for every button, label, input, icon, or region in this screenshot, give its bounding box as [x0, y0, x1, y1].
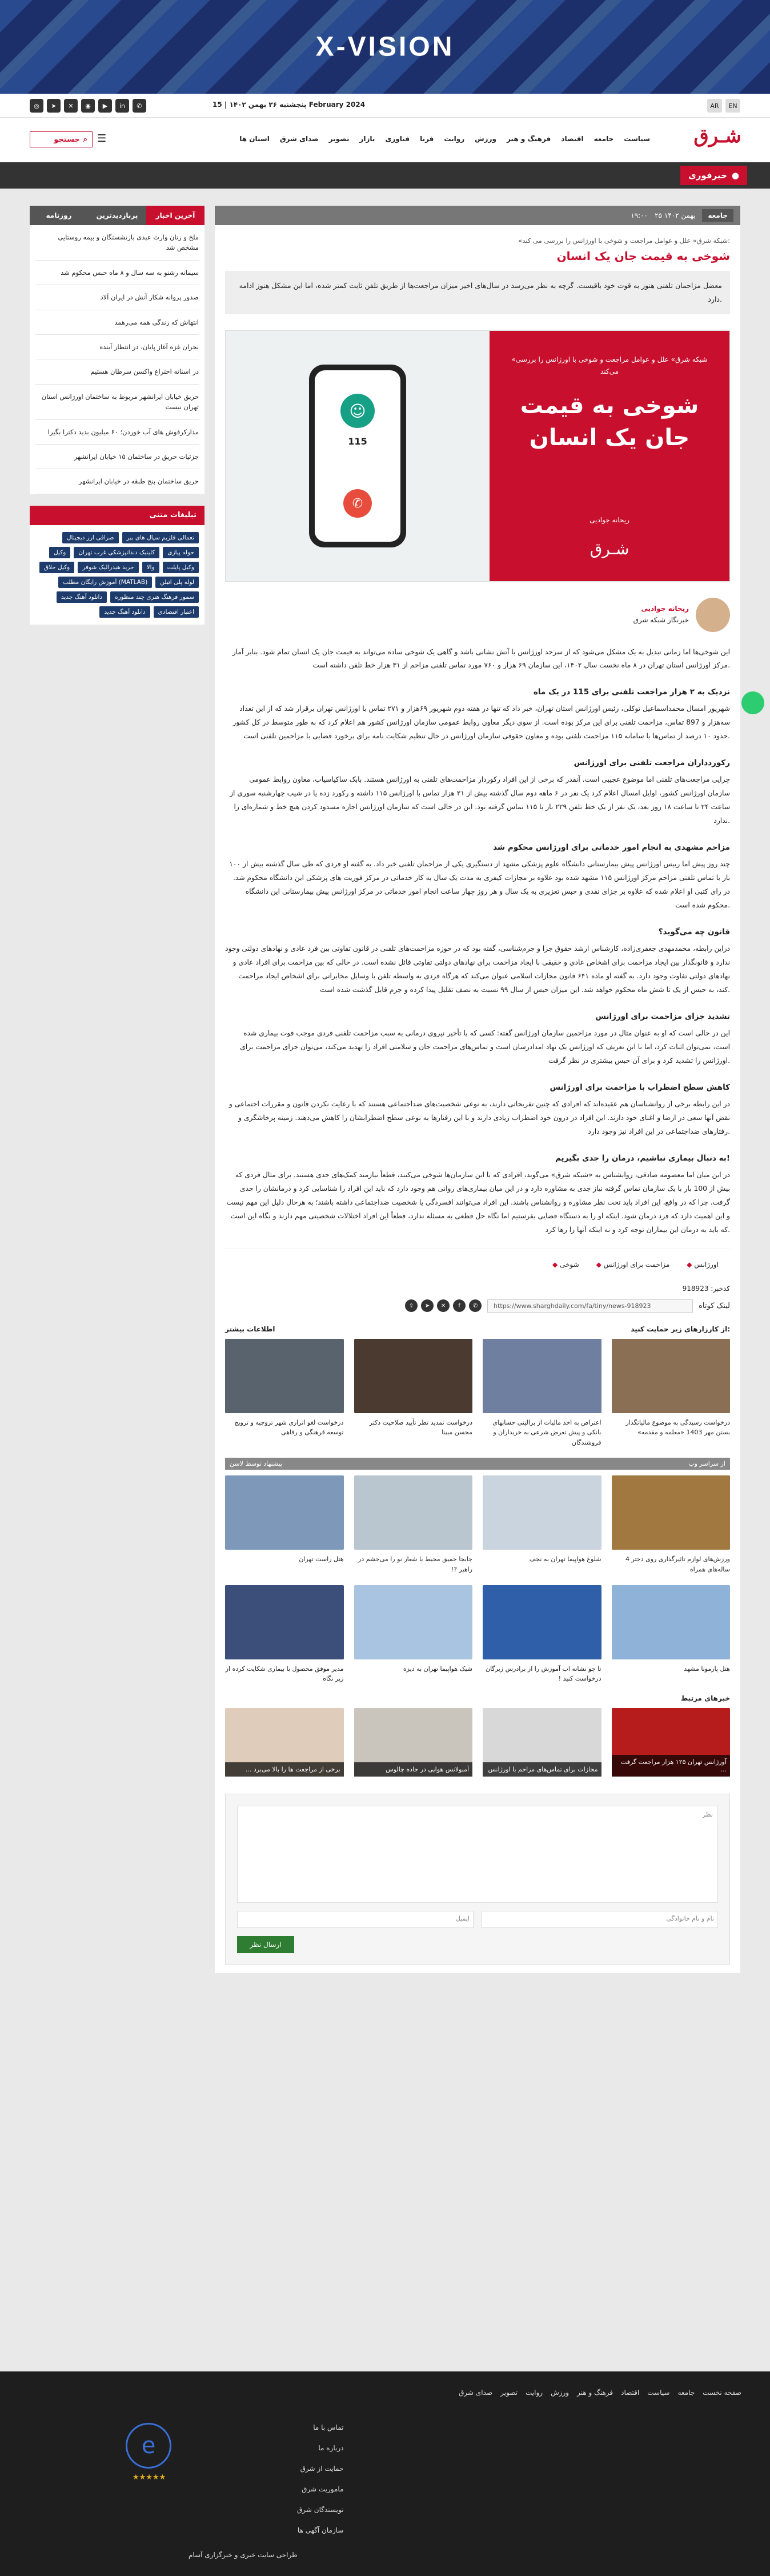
telegram-icon[interactable]: ➤: [421, 1299, 434, 1312]
list-item[interactable]: در اسنانه احتراع واکسن سرطان هستیم: [35, 359, 199, 384]
footer-link[interactable]: حمایت از شرق: [300, 2465, 344, 2473]
related-text: مجازات برای تماس‌های مزاحم با اورژانس: [483, 1762, 601, 1777]
section-heading: قانون چه می‌گوید؟: [658, 927, 730, 937]
sponsored-text: هتل پارمونا مشهد: [684, 1665, 730, 1673]
footer-link[interactable]: ماموریت شرق: [302, 2485, 344, 2493]
short-link-label: لینک کوتاه: [699, 1301, 730, 1310]
article-tags: [225, 1249, 730, 1280]
top-bar: [0, 94, 770, 118]
list-item[interactable]: سیمانه رشنو به سه سال و ۸ ماه حبس محکوم شد: [35, 261, 199, 285]
whatsapp-icon[interactable]: ✆: [469, 1299, 482, 1312]
search-label: جستجو: [54, 135, 80, 144]
tag-link[interactable]: ◆ اورژانس: [687, 1261, 719, 1269]
enamad-badge-icon[interactable]: e: [126, 2423, 171, 2469]
sponsored-text: شیک هواپیما تهران به دیزه: [403, 1665, 472, 1673]
campaign-more[interactable]: اطلاعات بیشتر: [225, 1325, 275, 1333]
ad-tag[interactable]: صرافی ارز دیجیتال: [62, 532, 119, 543]
hero-kicker: «شبکه شرق» علل و عوامل مراجعت و شوخی با اورژانس را بررسی می‌کند: [511, 355, 708, 376]
paragraph: شهریور امسال محمداسماعیل توکلی، رئیس اورژانس استان تهران، خبر داد که تنها در هفته دوم شهریور ۶۹هزار و ۲۷۱ تماس با اورژانس تهران برقرار شد که از این تعداد سه‌هزار و 897 تماس، مزاحمت تلفنی برای این مرکز بوده است. از سوی دیگر معاون روابط عمومی سازمان اورژانس کشور هم اعلام کرد که به طور متوسط در کل کشور حدود ۱۰ درصد از تماس‌ها با سامانه ۱۱۵ مزاحمت تلفنی بوده و معاون حقوقی سازمان اورژانس در حال تنظیم شکایت نامه برای برخورد قضایی با مزاحمین تلفنی است.: [232, 705, 730, 741]
related-grid: [225, 1708, 730, 1777]
nav-item[interactable]: بازار: [359, 135, 375, 143]
sponsored-text: مدیر موفق محصول با بیماری شکایت کرده از زیر نگاه: [225, 1665, 344, 1683]
hangup-icon: ✆: [343, 489, 372, 518]
sponsored-grid: [225, 1475, 730, 1683]
comment-textarea[interactable]: نظر: [237, 1806, 718, 1903]
sponsored-card[interactable]: [612, 1475, 731, 1574]
text-ads: [30, 525, 204, 625]
sponsored-text: شلوغ هواپیما تهران به نجف: [529, 1555, 601, 1563]
campaign-card[interactable]: [354, 1339, 473, 1448]
main-nav: [239, 135, 650, 143]
related-text: برخی از مراجعت ها را بالا می‌برد ...: [225, 1762, 344, 1777]
campaign-header: [225, 1325, 730, 1333]
section-heading: تشدید جزای مزاحمت برای اورژانس: [595, 1011, 730, 1021]
nav-item[interactable]: ورزش: [475, 135, 496, 143]
section-heading: مزاحم مشهدی به انجام امور خدماتی برای اورژانس محکوم شد: [493, 843, 730, 853]
tag-link[interactable]: ◆ مزاحمت برای اورژانس: [596, 1261, 670, 1269]
top-ad-banner[interactable]: [0, 0, 770, 94]
instagram-icon[interactable]: ◎: [30, 99, 43, 113]
whatsapp-icon[interactable]: ✆: [133, 99, 146, 113]
share-buttons: [405, 1299, 482, 1312]
breadcrumb: [215, 206, 740, 225]
article-body: [225, 646, 730, 1237]
list-item[interactable]: حریق ساختمان پنج طبقه در خیابان ایرانشهر: [35, 469, 199, 494]
nav-item[interactable]: تصویر: [328, 135, 350, 143]
article-card: [215, 225, 740, 1973]
related-text: آورژانس تهران ۱۲۵ هزار مراجعت گرفت ...: [612, 1755, 731, 1777]
ad-tag[interactable]: لوله پلی اتیلن: [155, 577, 199, 588]
breaking-tag[interactable]: [680, 166, 747, 185]
lang-en[interactable]: EN: [725, 99, 740, 113]
footer-nav-item[interactable]: ورزش: [551, 2389, 570, 2397]
lang-ar[interactable]: AR: [707, 99, 722, 113]
facebook-icon[interactable]: f: [453, 1299, 466, 1312]
comment-fields: [237, 1911, 718, 1928]
list-item[interactable]: ملخ و زنان وارث عبدی بازنشستگان و بیمه روستایی مشخص شد: [35, 225, 199, 261]
sponsored-image: [225, 1475, 344, 1550]
nav-item[interactable]: صدای شرق: [279, 135, 319, 143]
ad-tag[interactable]: والا: [142, 562, 159, 573]
tab-newspaper[interactable]: روزنامه: [30, 206, 88, 225]
sponsored-card[interactable]: [225, 1585, 344, 1684]
paragraph: در این رابطه برخی از روانشناسان هم عقیده‌اند که افرادی که چنین تفریحاتی دارند، به نوعی شخصیت‌های ضداجتماعی هستند که با رعایت نکردن قانون و مقررات اجتماعی و نقض آنها سعی در ارضا و اغنای خود دارند. این افراد در درون خود اضطراب زیادی دارند و با این رفتارها به نوعی سطح اضطرابشان را کاهش می‌دهند. زمینه پرخاشگری و رفتارهای ضداجتماعی در این افراد نیز وجود دارد.: [228, 1099, 730, 1135]
short-link-field[interactable]: https://www.sharghdaily.com/fa/tiny/news-918923: [487, 1299, 693, 1313]
text-ads-title: تبلیغات متنی: [30, 506, 204, 525]
footer-nav-item[interactable]: تصویر: [500, 2389, 518, 2397]
paragraph: در این میان اما معصومه صادقی، روانشناس به «شبکه شرق» می‌گوید، افرادی که با این سازمان‌ها شوخی می‌کنند، قطعاً نیازمند کمک‌های جدی هستند. برای مثال فردی که بیش از 100 بار با یک سازمان تماس گرفته نیاز جدی به مشاوره دارد و در این میان بیماری‌های روانی هم وجود دارد که باید این افراد را شناسایی کرد و درمانشان را جدی گرفت. چرا که در واقع، این افراد باید تحت نظر مشاوره و روانشناس باشند. این افراد می‌توانند افسردگی یا شخصیت ضداجتماعی داشته باشند؛ به هرحال دلیل این مهم نیست و این اهمیت دارد که فرد درمان شود. اینکه او را به دستگاه قضایی بفرستیم اما نگاه حل قطعی به مسئله ندارد، قطعاً این افراد اختلالات شخصیتی مهم دارند و نگاه این است که باید به درمان این بیماران توجه کرد و نه اینکه آنها را رها کرد.: [226, 1170, 730, 1234]
footer-link[interactable]: تماس با ما: [313, 2423, 344, 2431]
sponsored-card[interactable]: [354, 1585, 473, 1684]
list-item[interactable]: انتهاش که زندگی همه می‌رهمد: [35, 310, 199, 335]
related-title: خبرهای مرتبط: [680, 1694, 730, 1702]
sponsored-text: تا چو نشانه اب آموزش را از برادرس زبرگان درخواست کنید !: [485, 1665, 601, 1683]
nav-item[interactable]: فرنا: [420, 135, 434, 143]
campaign-text: درخواست رسیدگی به موضوع مالیاتگذار بستن مهر 1403 «معلمه و مقدمه»: [625, 1418, 730, 1437]
floating-action-button[interactable]: [741, 691, 764, 714]
nav-item[interactable]: فرهنگ و هنر: [506, 135, 551, 143]
ad-tag[interactable]: دانلود آهنگ جدید: [99, 606, 150, 618]
page-body: [0, 189, 770, 2440]
related-image: [225, 1708, 344, 1777]
news-code: کدخبر: 918923: [682, 1284, 730, 1293]
ad-tag[interactable]: آموزش رایگان مطلب (MATLAB): [58, 577, 152, 588]
page-title: شوخی به قیمت جان یک انسان: [556, 249, 730, 263]
sponsored-text: جابجا حمیق محیط با شعار نو را می‌جشم در راهبر ?!: [358, 1555, 472, 1573]
campaign-grid: [225, 1339, 730, 1448]
name-field[interactable]: نام و نام خانوادگی: [482, 1911, 718, 1928]
linkedin-icon[interactable]: in: [115, 99, 129, 113]
paragraph: دراین رابطه، محمدمهدی جعفری‌زاده، کارشناس ارشد حقوق جزا و جرم‌شناسی، گفته بود که در حوزه مزاحمت‌های تلفنی در قانون تفاوتی بین فرد عادی و نهادهای دولتی وجود ندارد و قانونگذار بین ایجاد مزاحمت برای اشخاص عادی و حقیقی با ایجاد مزاحمت برای نهادهای دولتی تفاوتی قائل نشده است. در حالی که بین مزاحمت برای افراد عادی و نهادهای دولتی تفاوت وجود دارد. به گفته او ماده ۶۴۱ قانون مجازات اسلامی عنوان می‌کند که هرگاه فردی به واسطه تلفن یا وسایل مخابراتی برای اشخاص ایجاد مزاحمت کند، به حبس از یک تا شش ماه محکوم خواهد شد. این میزان حبس از سال ۹۹ نسبت به نصف تقلیل پیدا کرده و جرم قابل گذشت شده است.: [225, 945, 730, 994]
avatar: [696, 598, 730, 632]
campaign-text: اعتراض به اخذ مالیات از برالینی حسابهای بانکی و پیش تعرض شرعی به خریداران و فروشندگان: [492, 1418, 601, 1446]
sponsored-card[interactable]: [612, 1585, 731, 1684]
section-heading: رکوردداران مراجعت تلفنی برای اورژانس: [574, 758, 730, 768]
current-date: پنجشنبه ۲۶ بهمن ۱۴۰۲ | 15 February 2024: [212, 101, 366, 109]
related-image: [612, 1708, 731, 1777]
list-item[interactable]: مدارکرفوش های آب خوردن؛ ۶۰ میلیون بدید دکترا بگیرا: [35, 420, 199, 445]
footer-nav-item[interactable]: فرهنگ و هنر: [577, 2389, 613, 2397]
footer-menu: [297, 2417, 344, 2541]
list-item[interactable]: حریق خیابان ایرانشهر مربوط به ساختمان اورژانس استان تهران نیست: [35, 385, 199, 420]
hero-author: ریحانه جوادیی: [589, 515, 629, 524]
nav-item[interactable]: جامعه: [593, 135, 614, 143]
section-heading: نزدیک به ۲ هزار مراجعت تلفنی برای 115 در یک ماه: [533, 687, 730, 697]
footer-link[interactable]: سازمان آگهی ها: [297, 2526, 344, 2534]
campaign-card[interactable]: [483, 1339, 601, 1448]
nav-item[interactable]: فناوری: [385, 135, 410, 143]
sidebar-tabs: [30, 206, 204, 225]
paragraph: چند روز پیش اما رییس اورژانس پیش بیمارستانی دانشگاه علوم پزشکی مشهد از دستگیری یکی از مزاحمان تلفنی خبر داد. به گفته او فردی که طی سال گذشته بیش از ۱۰۰ بار با تماس تلفنی مزاحم مرکز اورژانس ۱۱۵ مشهد شده بود علاوه بر مجازات کیفری به مدت یک سال به کار خدماتی در مرکز فوریت های پزشکی این دانشگاه محکوم شد. در رای کتبی او اعلام شده که علاوه بر جزای نقدی و حبس تعزیری به یک سال و هر روز چهار ساعت انجام امور خدماتی در مرکز اورژانس پیش بیمارستانی این دانشگاه محکوم شده است.: [229, 860, 730, 910]
comment-form: [225, 1794, 730, 1965]
campaign-text: درخواست تمدید نظر تأیید صلاحیت دکتر محسن مبینا: [369, 1418, 472, 1437]
related-image: [483, 1708, 601, 1777]
footer-nav-item[interactable]: سیاست: [647, 2389, 670, 2397]
share-icon[interactable]: ⇪: [405, 1299, 418, 1312]
footer-nav-item[interactable]: صفحه نخست: [703, 2389, 741, 2397]
ad-tag[interactable]: تعمالی فلزیم سیال های ببر: [122, 532, 199, 543]
twitter-icon[interactable]: ✕: [437, 1299, 450, 1312]
campaign-text: درخواست لغو انزاری شهر تروجیه و ترویج توسعه فرهنگی و رفاهی: [234, 1418, 344, 1437]
sponsored-card[interactable]: [225, 1475, 344, 1574]
short-link-row: [225, 1297, 730, 1315]
ad-tag[interactable]: وکیل خلاق: [39, 562, 74, 573]
nav-item[interactable]: اقتصاد: [561, 135, 584, 143]
footer-link[interactable]: نویسندگان شرق: [297, 2506, 344, 2514]
tab-latest[interactable]: آخرین اخبار: [146, 206, 204, 225]
article-column: [215, 206, 740, 1973]
hero-cover: [490, 331, 729, 581]
sponsored-image: [612, 1475, 731, 1550]
ad-tag[interactable]: کلینیک دندانپزشکی غرب تهران: [74, 547, 159, 558]
campaign-card[interactable]: [612, 1339, 731, 1448]
hamburger-icon[interactable]: ☰: [97, 133, 107, 145]
sponsored-image: [354, 1585, 473, 1659]
tag-link[interactable]: ◆ شوخی: [552, 1261, 579, 1269]
search-icon: ⌕: [83, 135, 87, 144]
crumb-category[interactable]: جامعه: [702, 209, 733, 222]
sponsored-image: [354, 1475, 473, 1550]
related-card[interactable]: [225, 1708, 344, 1777]
nav-item[interactable]: روایت: [444, 135, 465, 143]
ad-tag[interactable]: اعتبار اقتصادی: [154, 606, 199, 618]
footer-nav-item[interactable]: روایت: [526, 2389, 543, 2397]
related-text: آمبولانس هوایی در جاده چالوس: [354, 1762, 473, 1777]
breaking-news-bar: [0, 162, 770, 189]
hero-phone-art: [226, 331, 490, 581]
sponsored-image: [612, 1585, 731, 1659]
crumb-date: ۲۵ بهمن ۱۴۰۲: [655, 211, 696, 219]
ad-tag[interactable]: وکیل پایلت: [163, 562, 199, 573]
footer-credit[interactable]: طراحی سایت خبری و خبرگزاری آسام: [189, 2551, 298, 2559]
campaign-image: [225, 1339, 344, 1413]
paragraph: چرایی مراجعت‌های تلفنی اما موضوع عجیبی است. آنقدر که برخی از این افراد رکوردار مزاحمت‌های تلفنی به اورژانس هستند. بابک ساکیاسیاب، معاون روابط عمومی سازمان اورژانس کشور، اوایل امسال اعلام کرد یک نفر در ۶ ماهه دوم سال گذشته بیش از ۲۱ هزار تماس با اورژانس ۱۱۵ داشته و رکورد زده یا در شیب چهارشنبه سوری از ساعت ۲۴ تا ساعت ۱۸ روز بعد، یک نفر از یک خط تلفن ۲۲۹ بار با ۱۱۵ تماس گرفته بود. این در حالی است که سازمان اورژانس اجازه مسدود کردن هیچ خط و شماره‌ای را ندارد.: [230, 775, 730, 825]
related-card[interactable]: [354, 1708, 473, 1777]
site-logo[interactable]: شـرق: [693, 125, 741, 147]
crumb-time: ۱۹:۰۰: [631, 211, 648, 219]
author-role: خبرنگار شبکه شرق: [633, 615, 689, 624]
hero-headline: شوخی به قیمت جان یک انسان: [520, 392, 699, 451]
sponsored-image: [483, 1475, 601, 1550]
twitter-icon[interactable]: ✕: [64, 99, 78, 113]
related-image: [354, 1708, 473, 1777]
campaign-image: [612, 1339, 731, 1413]
social-links: [30, 99, 146, 113]
paragraph: این در حالی است که او به عنوان مثال در مورد مزاحمین سازمان اورژانس گفته: کسی که با تأخیر نیروی درمانی به سبب مزاحمت تلفنی فردی موجب فوت بیماری شده است، نمی‌توان اثبات کرد، اما با این تعریف که اورژانس یک نهاد امدادرسان است و تماس‌های مزاحمت جان و سلامتی افراد را تهدید می‌کند، می‌توان جزای مزاحمت برای اورژانس را تشدید کرد و برای آن حبس بیشتری در نظر گرفت.: [240, 1029, 730, 1065]
sponsored-image: [225, 1585, 344, 1659]
hero-image: [225, 330, 730, 582]
campaign-card[interactable]: [225, 1339, 344, 1448]
phone-number: 115: [348, 436, 367, 447]
footer-nav-item[interactable]: جامعه: [677, 2389, 695, 2397]
submit-comment-button[interactable]: ارسال نظر: [237, 1936, 294, 1953]
latest-news-list: [30, 225, 204, 494]
campaign-image: [354, 1339, 473, 1413]
list-item[interactable]: بحران غزه آغاز پایان، در انتظار آینده: [35, 335, 199, 359]
nav-item[interactable]: سیاست: [624, 135, 650, 143]
sponsored-card[interactable]: [483, 1585, 601, 1684]
user-icon: ☺: [340, 394, 375, 428]
site-footer: [0, 2371, 770, 2576]
sponsored-card[interactable]: [354, 1475, 473, 1574]
ad-tag[interactable]: خرید هیدرالیک شوفر: [78, 562, 138, 573]
footer-nav: [459, 2389, 741, 2397]
article-surtitle: «شبکه شرق» علل و عوامل مراجعت و شوخی با اورژانس را بررسی می کند:: [518, 237, 730, 245]
banner-brand: X-VISION: [315, 31, 455, 62]
author-info: [633, 603, 689, 625]
tab-popular[interactable]: پربازدیدترین: [88, 206, 146, 225]
author-name[interactable]: ریحانه جوادیی: [641, 605, 689, 613]
ad-tag[interactable]: سمور فرهنگ هنری چند منظوره: [110, 591, 199, 603]
rating-stars-icon: ★★★★★: [133, 2473, 166, 2482]
hero-signature: شـرق: [589, 539, 629, 558]
related-card[interactable]: [612, 1708, 731, 1777]
article-lead: معضل مزاحمان تلفنی هنوز به قوت خود باقیست. گرچه به نظر می‌رسد در سال‌های اخیر میزان مراجعت‌ها از طریق تلفن ثابت کمتر شده، اما این مشکل هنوز ادامه دارد.: [225, 271, 730, 314]
aparat-icon[interactable]: ▶: [98, 99, 112, 113]
nav-item[interactable]: استان ها: [239, 135, 270, 143]
footer-nav-item[interactable]: اقتصاد: [621, 2389, 640, 2397]
phone-screen: [315, 370, 400, 542]
phone-illustration: [309, 365, 406, 547]
sponsored-image: [483, 1585, 601, 1659]
list-item[interactable]: جزئیات حریق در ساختمان ۱۵ خیابان ایرانشهر: [35, 445, 199, 469]
ad-tag[interactable]: دانلود آهنگ جدید: [57, 591, 107, 603]
footer-link[interactable]: درباره ما: [318, 2444, 344, 2452]
sponsored-text: ورزش‌های لوازم تاثیرگذاری روی دختر 4 ساله‌های همراه: [625, 1555, 730, 1573]
sponsored-text: هتل راست تهران: [299, 1555, 344, 1563]
section-heading: کاهش سطح اضطراب با مزاحمت برای اورژانس: [550, 1082, 730, 1092]
author-box: [225, 598, 730, 632]
rss-icon[interactable]: ◉: [81, 99, 95, 113]
language-switch: [707, 99, 740, 113]
sponsored-bar: [225, 1458, 730, 1470]
main-header: [0, 118, 770, 162]
telegram-icon[interactable]: ➤: [47, 99, 61, 113]
breaking-label: خبرفوری: [688, 170, 727, 181]
email-field[interactable]: ایمیل: [237, 1911, 474, 1928]
campaign-title: از کارزارهای زیر حمایت کنید:: [631, 1325, 730, 1333]
ad-tag[interactable]: وکیل: [49, 547, 70, 558]
related-header: [225, 1694, 730, 1702]
sidebar: [30, 206, 204, 625]
sponsored-sub: پیشنهاد توسط لاسن: [230, 1460, 283, 1468]
bell-icon: ●: [731, 170, 739, 181]
sponsored-label: از سراسر وب: [688, 1460, 725, 1468]
ad-tag[interactable]: حوله پیازی: [163, 547, 199, 558]
news-meta: [225, 1280, 730, 1297]
footer-nav-item[interactable]: صدای شرق: [459, 2389, 493, 2397]
search-button[interactable]: [30, 131, 93, 147]
related-card[interactable]: [483, 1708, 601, 1777]
sponsored-card[interactable]: [483, 1475, 601, 1574]
campaign-image: [483, 1339, 601, 1413]
section-heading: به دنبال بیماری نباشیم، درمان را جدی بگیریم!: [555, 1153, 730, 1163]
paragraph: این شوخی‌ها اما زمانی تبدیل به یک مشکل می‌شود که از سرحد اورژانس با آتش نشانی باشد و گاهی یک شوخی ساده می‌تواند به قیمت جان یک انسان تمام شود. بنابر آمار مرکز اورژانس استان تهران در ۸ ماه نخست سال ۱۴۰۲، این سازمان ۶۹ هزار و ۷۶۰ مورد تماس تلفنی مزاحم از ۳۱ هزار خط تلفن داشته است.: [232, 647, 730, 670]
list-item[interactable]: صدور پروانه شکار آنش در ایران آلاد: [35, 285, 199, 310]
